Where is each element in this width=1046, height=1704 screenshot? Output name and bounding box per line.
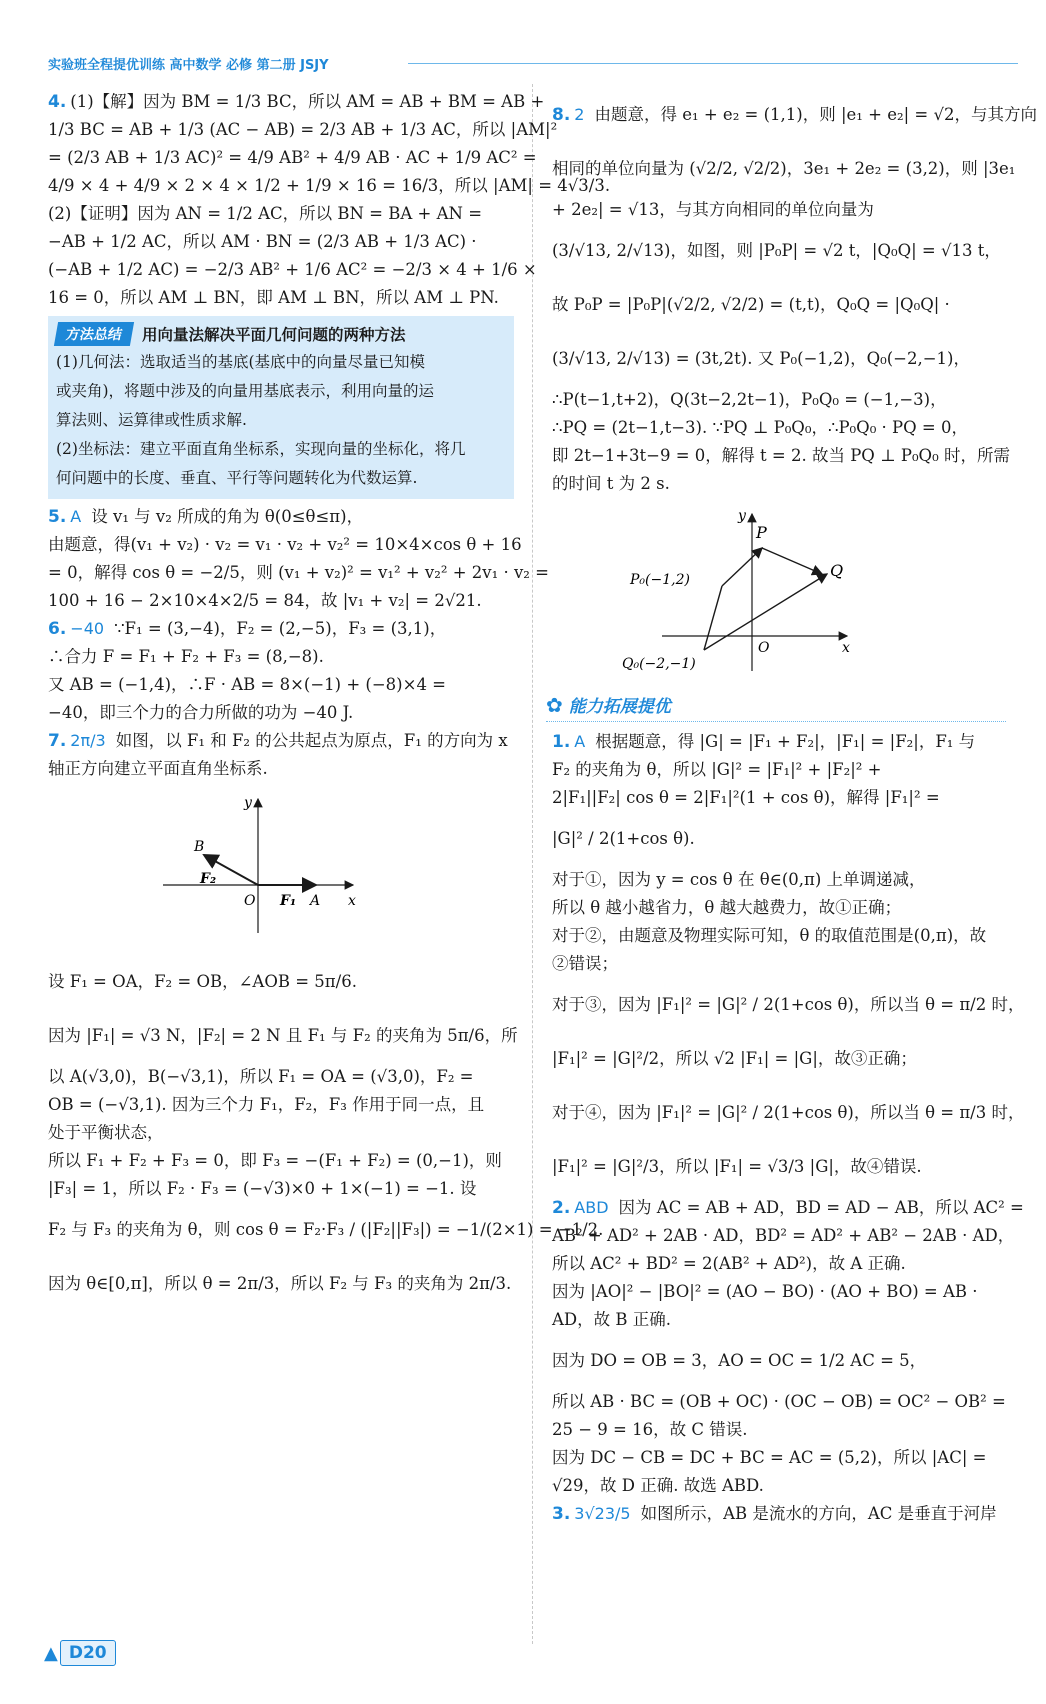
solution-line: 故 P₀P = |P₀P|(√2/2, √2/2) = (t,t)，Q₀Q = |Q₀Q| · (552, 295, 950, 314)
solution-line: −40，即三个力的合力所做的功为 −40 J. (48, 703, 354, 722)
question-5 (48, 503, 549, 615)
point-p-label: P (756, 523, 767, 542)
answer: ABD (574, 1198, 609, 1217)
solution-line: 设 F₁ = OA，F₂ = OB，∠AOB = 5π/6. (48, 972, 357, 991)
answer: 2π/3 (70, 731, 106, 750)
solution-line: 即 2t−1+3t−9 = 0，解得 t = 2. 故当 PQ ⊥ P₀Q₀ 时，所需 (552, 446, 1010, 465)
solution-line: 所以 θ 越小越省力，θ 越大越费力，故①正确； (552, 898, 902, 917)
solution-line: |F₃| = 1，所以 F₂ · F₃ = (−√3)×0 + 1×(−1) = −1. 设 (48, 1179, 477, 1198)
point-a-label: A (310, 893, 321, 909)
method-line: (1)几何法：选取适当的基底(基底中的向量尽量已知模 (56, 353, 426, 371)
solution-line: ∴P(t−1,t+2)，Q(3t−2,2t−1)，P₀Q₀ = (−1,−3)， (552, 390, 947, 409)
solution-line: = (2/3 AB + 1/3 AC)² = 4/9 AB² + 4/9 AB · AC + 1/9 AC² = (48, 148, 537, 167)
question-number: 6. (48, 619, 67, 639)
x-axis-label: x (348, 893, 356, 909)
solution-line: 以 A(√3,0)，B(−√3,1)，所以 F₁ = OA = (√3,0)，F₂ = (48, 1067, 474, 1086)
solution-line: 对于②，由题意及物理实际可知，θ 的取值范围是(0,π)，故 (552, 926, 987, 945)
solution-line: |F₁|² = |G|²/2，所以 √2 |F₁| = |G|，故③正确； (552, 1049, 917, 1068)
solution-line: 25 − 9 = 16，故 C 错误. (552, 1420, 748, 1439)
solution-line: (1)【解】因为 BM = 1/3 BC，所以 AM = AB + BM = AB + (70, 92, 545, 111)
solution-line: 因为 AC = AB + AD，BD = AD − AB，所以 AC² = (618, 1198, 1024, 1217)
question-number: 7. (48, 731, 67, 751)
answer: A (574, 732, 586, 751)
solution-line: (2)【证明】因为 AN = 1/2 AC，所以 BN = BA + AN = (48, 204, 483, 223)
answer: A (70, 507, 82, 526)
solution-line: ∵F₁ = (3,−4)，F₂ = (2,−5)，F₃ = (3,1)， (114, 619, 447, 638)
solution-line: AD，故 B 正确. (552, 1310, 672, 1329)
solution-line: 轴正方向建立平面直角坐标系. (48, 759, 268, 778)
question-number: 1. (552, 732, 571, 752)
solution-line: √29，故 D 正确. 故选 ABD. (552, 1476, 764, 1495)
answer: −40 (70, 619, 105, 638)
method-summary-title: 用向量法解决平面几何问题的两种方法 (142, 326, 406, 344)
y-axis-label: y (244, 795, 252, 811)
solution-line: 根据题意，得 |G| = |F₁ + F₂|，|F₁| = |F₂|，F₁ 与 (595, 732, 976, 751)
solution-line: 又 AB = (−1,4)，∴F · AB = 8×(−1) + (−8)×4 = (48, 675, 447, 694)
solution-line: 因为 |F₁| = √3 N，|F₂| = 2 N 且 F₁ 与 F₂ 的夹角为 5π/6，所 (48, 1026, 518, 1045)
header-rule (408, 63, 1018, 64)
solution-line: ②错误； (552, 954, 618, 973)
origin-label: O (758, 640, 770, 656)
question-number: 5. (48, 507, 67, 527)
method-line: (2)坐标法：建立平面直角坐标系，实现向量的坐标化，将几 (56, 440, 466, 458)
solution-line: 处于平衡状态， (48, 1123, 164, 1142)
right-column (546, 88, 1037, 1528)
solution-line: 1/3 BC = AB + 1/3 (AC − AB) = 2/3 AB + 1/3 AC，所以 |AM|² (48, 120, 558, 139)
answer: 3√23/5 (574, 1504, 631, 1523)
extension-question-1 (552, 728, 1025, 1194)
method-line: 何问题中的长度、垂直、平行等问题转化为代数运算. (56, 469, 418, 487)
path-p0-p (722, 548, 762, 586)
solution-line: 相同的单位向量为 (√2/2, √2/2)，3e₁ + 2e₂ = (3,2)，则 |3e₁ (552, 159, 1016, 178)
vector-pq (762, 548, 822, 574)
section-header (546, 688, 1006, 722)
solution-line: |G|² / 2(1+cos θ). (552, 829, 695, 848)
solution-line: 设 v₁ 与 v₂ 所成的角为 θ(0≤θ≤π)， (91, 507, 364, 526)
solution-line: (−AB + 1/2 AC) = −2/3 AB² + 1/6 AC² = −2/3 × 4 + 1/6 × (48, 260, 537, 279)
method-summary-tag: 方法总结 (54, 322, 134, 346)
f1-label: F₁ (280, 893, 297, 909)
solution-line: 由题意，得(v₁ + v₂) · v₂ = v₁ · v₂ + v₂² = 10×4×cos θ + 16 (48, 535, 522, 554)
solution-line: (3/√13, 2/√13) = (3t,2t). 又 P₀(−1,2)，Q₀(−2,−1)， (552, 349, 970, 368)
solution-line: 100 + 16 − 2×10×4×2/5 = 84，故 |v₁ + v₂| = 2√21. (48, 591, 482, 610)
x-axis-label: x (842, 640, 850, 656)
question-number: 4. (48, 92, 67, 112)
page-number: D20 (60, 1640, 116, 1666)
solution-line: 4/9 × 4 + 4/9 × 2 × 4 × 1/2 + 1/9 × 16 = 16/3，所以 |AM| = 4√3/3. (48, 176, 611, 195)
page-header (48, 54, 1018, 76)
solution-line: ∴合力 F = F₁ + F₂ + F₃ = (8,−8). (48, 647, 324, 666)
y-axis-label: y (738, 508, 746, 524)
solution-line: ∴PQ = (2t−1,t−3). ∵PQ ⊥ P₀Q₀，∴P₀Q₀ · PQ = 0， (552, 418, 968, 437)
solution-line: 如图所示，AB 是流水的方向，AC 是垂直于河岸 (640, 1504, 997, 1523)
method-line: 或夹角)，将题中涉及的向量用基底表示，利用向量的运 (56, 382, 435, 400)
solution-line: 对于①，因为 y = cos θ 在 θ∈(0,π) 上单调递减， (552, 870, 926, 889)
point-q0-label: Q₀(−2,−1) (622, 656, 696, 672)
extension-question-2 (552, 1194, 1024, 1500)
solution-line: 因为 θ∈[0,π]，所以 θ = 2π/3，所以 F₂ 与 F₃ 的夹角为 2π/3. (48, 1274, 512, 1293)
solution-line: 如图，以 F₁ 和 F₂ 的公共起点为原点，F₁ 的方向为 x (115, 731, 508, 750)
question-4 (48, 88, 611, 312)
question-number: 3. (552, 1504, 571, 1524)
question-number: 2. (552, 1198, 571, 1218)
point-b-label: B (194, 839, 205, 855)
solution-line: AB² + AD² + 2AB · AD，BD² = AD² + AB² − 2AB · AD， (552, 1226, 1015, 1245)
f2-label: F₂ (200, 871, 217, 887)
motion-diagram (622, 506, 862, 676)
flower-icon: ✿ (546, 692, 563, 717)
solution-line: = 0，解得 cos θ = −2/5，则 (v₁ + v₂)² = v₁² + v₂² + 2v₁ · v₂ = (48, 563, 549, 582)
solution-line: F₂ 的夹角为 θ，所以 |G|² = |F₁|² + |F₂|² + (552, 760, 882, 779)
solution-line: 的时间 t 为 2 s. (552, 474, 670, 493)
solution-line: 因为 |AO|² − |BO|² = (AO − BO) · (AO + BO) = AB · (552, 1282, 978, 1301)
question-8 (552, 88, 1037, 676)
solution-line: + 2e₂| = √13，与其方向相同的单位向量为 (552, 200, 874, 219)
solution-line: 对于③，因为 |F₁|² = |G|² / 2(1+cos θ)，所以当 θ = π/2 时， (552, 995, 1025, 1014)
solution-line: 所以 AC² + BD² = 2(AB² + AD²)，故 A 正确. (552, 1254, 906, 1273)
solution-line: 因为 DO = OB = 3，AO = OC = 1/2 AC = 5， (552, 1351, 927, 1370)
solution-line: 因为 DC − CB = DC + BC = AC = (5,2)，所以 |AC| = (552, 1448, 987, 1467)
solution-line: 对于④，因为 |F₁|² = |G|² / 2(1+cos θ)，所以当 θ = π/3 时， (552, 1103, 1025, 1122)
arrow-up-icon: ▲ (44, 1642, 58, 1664)
solution-line: |F₁|² = |G|²/3，所以 |F₁| = √3/3 |G|，故④错误. (552, 1157, 922, 1176)
solution-line: (3/√13, 2/√13)，如图，则 |P₀P| = √2 t，|Q₀Q| = √13 t， (552, 241, 1001, 260)
point-p0-label: P₀(−1,2) (630, 572, 690, 588)
solution-line: 2|F₁||F₂| cos θ = 2|F₁|²(1 + cos θ)，解得 |F₁|² = (552, 788, 940, 807)
solution-line: OB = (−√3,1). 因为三个力 F₁，F₂，F₃ 作用于同一点，且 (48, 1095, 485, 1114)
column-divider (532, 84, 533, 1644)
solution-line: 所以 F₁ + F₂ + F₃ = 0，即 F₃ = −(F₁ + F₂) = (0,−1)，则 (48, 1151, 502, 1170)
question-number: 8. (552, 105, 571, 125)
point-q-label: Q (830, 561, 844, 580)
solution-line: F₂ 与 F₃ 的夹角为 θ，则 cos θ = F₂·F₃ / (|F₂||F₃|) = −1/(2×1) = −1/2. (48, 1220, 604, 1239)
method-line: 算法则、运算律或性质求解. (56, 411, 247, 429)
method-summary-box (48, 316, 514, 499)
extension-question-3 (552, 1500, 1012, 1528)
section-title: 能力拓展提优 (568, 697, 671, 717)
origin-label: O (244, 893, 256, 909)
question-6 (48, 615, 518, 727)
solution-line: −AB + 1/2 AC，所以 AM · BN = (2/3 AB + 1/3 AC) · (48, 232, 477, 251)
solution-line: 16 = 0，所以 AM ⊥ BN，即 AM ⊥ BN，所以 AM ⊥ PN. (48, 288, 499, 307)
page-number-badge (44, 1640, 116, 1666)
force-diagram (158, 793, 378, 943)
answer: 2 (574, 105, 585, 124)
solution-line: 由题意，得 e₁ + e₂ = (1,1)，则 |e₁ + e₂| = √2，与其方向 (594, 105, 1037, 124)
header-title: 实验班全程提优训练 高中数学 必修 第二册 JSJY (48, 58, 329, 73)
solution-line: 所以 AB · BC = (OB + OC) · (OC − OB) = OC² − OB² = (552, 1392, 1006, 1411)
